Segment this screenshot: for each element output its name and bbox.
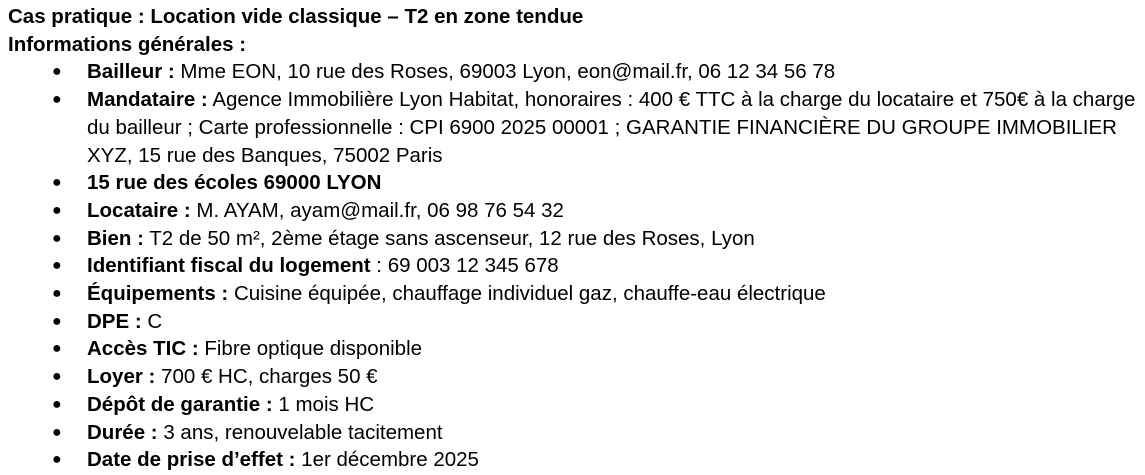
item-text: 1er décembre 2025	[295, 448, 479, 472]
item-text: 3 ans, renouvelable tacitement	[157, 420, 443, 444]
item-label: Bien :	[87, 226, 144, 250]
list-item	[8, 58, 1145, 86]
bullet-icon: ●	[52, 63, 62, 81]
bullet-icon: ●	[52, 451, 62, 469]
item-label: DPE :	[87, 309, 142, 333]
bullet-icon: ●	[52, 174, 62, 192]
list-item	[8, 280, 1145, 308]
list-item	[8, 391, 1145, 419]
list-item	[8, 225, 1145, 253]
item-text: Agence Immobilière Lyon Habitat, honoraires : 400 € TTC à la charge du locataire et 750€ à la charge du bailleur ; Carte professionnelle : CPI 6900 2025 00001 ; GARANTIE FINANCIÈRE DU GROUPE IMMOBILIER XYZ, 15 rue des Banques, 75002 Paris	[87, 88, 1136, 167]
bullet-icon: ●	[52, 368, 62, 386]
item-label: Durée :	[87, 420, 158, 444]
item-text: T2 de 50 m², 2ème étage sans ascenseur, 12 rue des Roses, Lyon	[143, 226, 755, 250]
list-item	[8, 419, 1145, 447]
bullet-icon: ●	[52, 229, 62, 247]
item-text: Cuisine équipée, chauffage individuel gaz, chauffe-eau électrique	[228, 282, 826, 306]
list-item	[8, 86, 1145, 169]
item-text: M. AYAM, ayam@mail.fr, 06 98 76 54 32	[190, 198, 564, 222]
bullet-icon: ●	[52, 257, 62, 275]
list-item	[8, 169, 1145, 197]
bullet-icon: ●	[52, 340, 62, 358]
list-item	[8, 197, 1145, 225]
document-title: Cas pratique : Location vide classique – T2 en zone tendue	[8, 5, 584, 28]
list-item	[8, 446, 1145, 474]
bullet-icon: ●	[52, 423, 62, 441]
item-label: Date de prise d’effet :	[87, 448, 296, 472]
item-text: C	[141, 309, 163, 333]
bullet-icon: ●	[52, 395, 62, 413]
item-label: Bailleur :	[87, 60, 175, 84]
item-text: : 69 003 12 345 678	[370, 254, 559, 278]
info-list	[8, 58, 1145, 474]
bullet-icon: ●	[52, 312, 62, 330]
item-text: 1 mois HC	[272, 392, 375, 416]
item-text: 700 € HC, charges 50 €	[155, 365, 378, 389]
list-item	[8, 363, 1145, 391]
item-label: Accès TIC :	[87, 337, 199, 361]
list-item	[8, 252, 1145, 280]
bullet-icon: ●	[52, 201, 62, 219]
item-label: Identifiant fiscal du logement	[87, 254, 371, 278]
item-text: Fibre optique disponible	[198, 337, 423, 361]
item-label: Loyer :	[87, 365, 156, 389]
item-label: Mandataire :	[87, 88, 208, 112]
list-item	[8, 308, 1145, 336]
bullet-icon: ●	[52, 285, 62, 303]
item-text: Mme EON, 10 rue des Roses, 69003 Lyon, eon@mail.fr, 06 12 34 56 78	[174, 60, 836, 84]
item-label: Équipements :	[87, 282, 229, 306]
item-label: Dépôt de garantie :	[87, 392, 273, 416]
bullet-icon: ●	[52, 91, 62, 109]
section-heading: Informations générales :	[8, 32, 247, 56]
list-item	[8, 335, 1145, 363]
item-label: Locataire :	[87, 198, 191, 222]
item-label: 15 rue des écoles 69000 LYON	[87, 171, 382, 195]
